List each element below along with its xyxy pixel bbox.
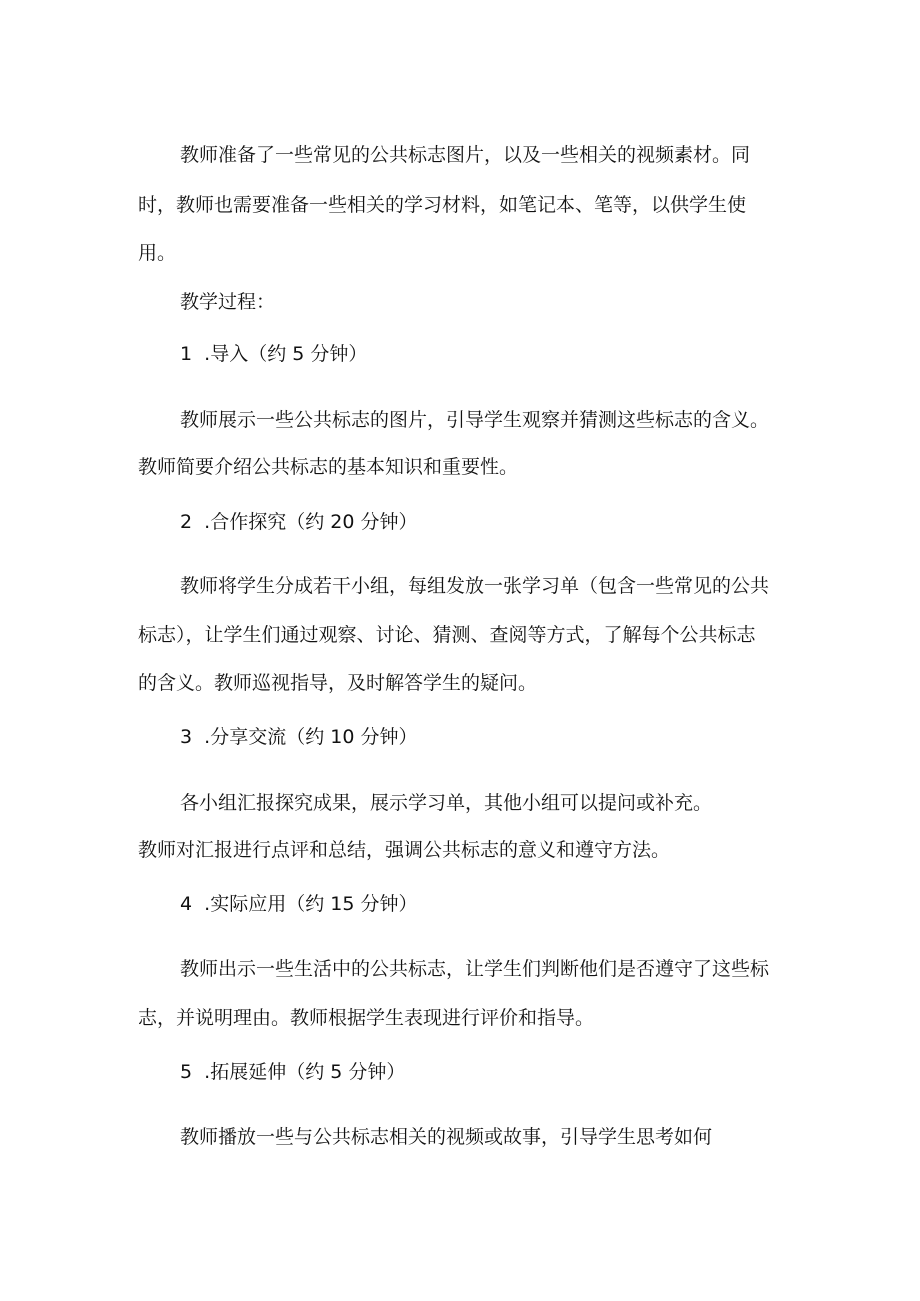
step-4-body-line-1: 教师出示一些生活中的公共标志，让学生们判断他们是否遵守了这些标: [180, 958, 770, 980]
step-1-body-line-1: 教师展示一些公共标志的图片，引导学生观察并猜测这些标志的含义。: [180, 409, 770, 431]
step-3-body-line-2: 教师对汇报进行点评和总结，强调公共标志的意义和遵守方法。: [138, 839, 671, 861]
prep-paragraph-line-2: 时，教师也需要准备一些相关的学习材料，如笔记本、笔等，以供学生使: [138, 194, 747, 216]
prep-paragraph-line-1: 教师准备了一些常见的公共标志图片，以及一些相关的视频素材。同: [180, 144, 751, 166]
step-2-heading: 2 .合作探究（约 20 分钟）: [180, 511, 418, 533]
step-5-body-line-1: 教师播放一些与公共标志相关的视频或故事，引导学生思考如何: [180, 1126, 713, 1148]
step-3-body-line-1: 各小组汇报探究成果，展示学习单，其他小组可以提问或补充。: [180, 792, 713, 814]
step-1-body-line-2: 教师简要介绍公共标志的基本知识和重要性。: [138, 456, 519, 478]
step-2-body-line-1: 教师将学生分成若干小组，每组发放一张学习单（包含一些常见的公共: [180, 575, 770, 597]
step-3-heading: 3 .分享交流（约 10 分钟）: [180, 726, 418, 748]
step-4-heading: 4 .实际应用（约 15 分钟）: [180, 893, 418, 915]
prep-paragraph-line-3: 用。: [138, 242, 177, 264]
step-2-body-line-3: 的含义。教师巡视指导，及时解答学生的疑问。: [138, 672, 538, 694]
step-4-body-line-2: 志，并说明理由。教师根据学生表现进行评价和指导。: [138, 1007, 595, 1029]
process-heading: 教学过程：: [180, 291, 276, 313]
step-2-body-line-2: 标志），让学生们通过观察、讨论、猜测、查阅等方式，了解每个公共标志: [138, 624, 756, 646]
step-1-heading: 1 .导入（约 5 分钟）: [180, 343, 368, 365]
step-5-heading: 5 .拓展延伸（约 5 分钟）: [180, 1061, 406, 1083]
